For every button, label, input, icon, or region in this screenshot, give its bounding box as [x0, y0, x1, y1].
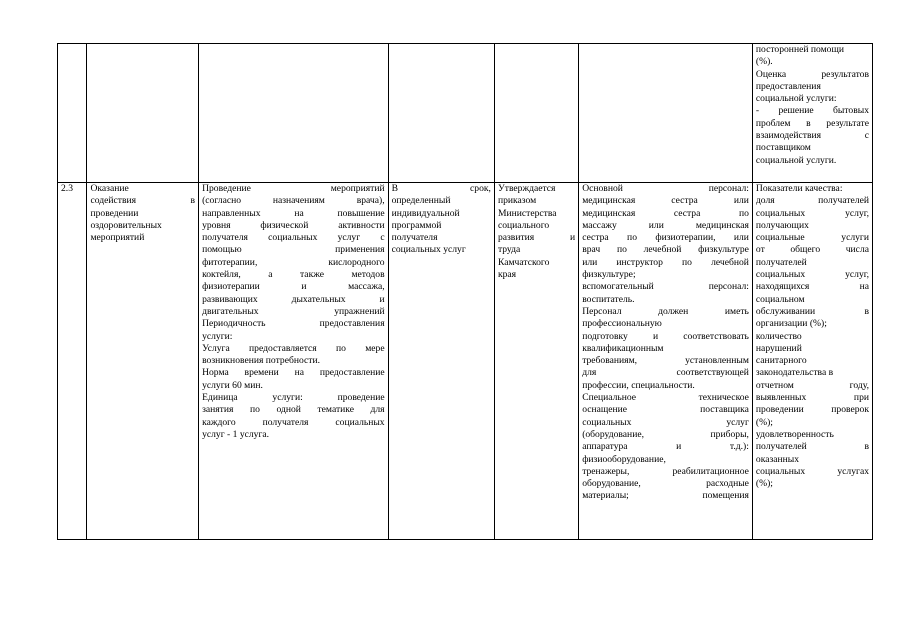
- cell-service-name: [87, 183, 199, 540]
- text-line: оборудование, расходные: [582, 478, 749, 490]
- text-line: организации (%);: [755, 318, 827, 330]
- text-line: подготовку и соответствовать: [582, 330, 749, 342]
- text-line: Камчатского: [497, 256, 550, 268]
- text-line: социальных услуг: [582, 416, 749, 428]
- text-line: определенный: [391, 195, 451, 207]
- text-line: - решение бытовых: [755, 105, 869, 117]
- cell-conditions: [579, 183, 753, 540]
- text-line: социальных услуг: [391, 244, 466, 256]
- text-line: (оборудование, приборы,: [582, 428, 749, 440]
- text-line: физкультуре;: [582, 269, 636, 281]
- text-line: находящихся на: [755, 281, 869, 293]
- text-line: проведении проверок: [755, 404, 869, 416]
- text-line: направленных на повышение: [202, 207, 385, 219]
- text-line: Оценка результатов: [755, 68, 869, 80]
- text-line: физиотерапии и массажа,: [202, 281, 385, 293]
- text-line: социальных услугах: [755, 465, 869, 477]
- text-line: приказом: [497, 195, 537, 207]
- text-line: занятия по одной тематике для: [202, 404, 385, 416]
- text-line: медицинская сестра или: [582, 195, 749, 207]
- text-line: Специальное техническое: [582, 392, 749, 404]
- text-line: массажу или медицинская: [582, 219, 749, 231]
- text-line: Единица услуги: проведение: [202, 392, 385, 404]
- cell-service-description: [199, 183, 389, 540]
- text-line: Периодичность предоставления: [202, 318, 385, 330]
- text-line: каждого получателя социальных: [202, 416, 385, 428]
- text-line: оснащение поставщика: [582, 404, 749, 416]
- text-line: получателей в: [755, 441, 869, 453]
- cell-quality-evaluation: [752, 44, 872, 183]
- text-line: количество: [755, 330, 802, 342]
- text-line: Норма времени на предоставление: [202, 367, 385, 379]
- text-line: услуги:: [202, 330, 233, 342]
- cell-service-term: [388, 183, 494, 540]
- text-line: поставщиком: [755, 142, 811, 154]
- text-line: социальной услуги:: [755, 93, 837, 105]
- text-line: тренажеры, реабилитационное: [582, 465, 749, 477]
- text-line: коктейля, а также методов: [202, 269, 385, 281]
- text-line: получающих: [755, 219, 809, 231]
- cell-empty: [58, 44, 87, 183]
- cell-empty: [199, 44, 389, 183]
- text-line: Показатели качества:: [755, 183, 843, 194]
- text-line: профессиональную: [582, 318, 662, 330]
- text-line: выявленных при: [755, 392, 869, 404]
- text-line: (%);: [755, 478, 773, 490]
- cell-empty: [87, 44, 199, 183]
- text-line: профессии, специальности.: [582, 379, 695, 391]
- text-line: Министерства: [497, 207, 557, 219]
- text-line: нарушений: [755, 342, 802, 354]
- text-line: оказанных: [755, 453, 800, 465]
- text-line: социальных услуг,: [755, 269, 869, 281]
- text-line: содействия в: [90, 195, 196, 207]
- text-line: края: [497, 269, 517, 281]
- text-line: социального: [497, 219, 550, 231]
- text-line: индивидуальной: [391, 207, 460, 219]
- cell-quality-indicators: [752, 183, 872, 540]
- text-line: или инструктор по лечебной: [582, 256, 749, 268]
- text-line: воспитатель.: [582, 293, 635, 305]
- text-line: санитарного: [755, 355, 807, 367]
- table-row-2-3: [58, 183, 873, 540]
- text-line: проведении: [90, 207, 139, 219]
- text-line: услуги 60 мин.: [202, 379, 263, 391]
- text-line: Оказание: [90, 183, 129, 194]
- text-line: физиооборудование,: [582, 453, 666, 465]
- text-line: уровня физической активности: [202, 219, 385, 231]
- text-line: Утверждается: [497, 183, 556, 194]
- text-line: услуг - 1 услуга.: [202, 428, 270, 440]
- text-line: предоставления: [755, 80, 821, 92]
- text-line: медицинская сестра по: [582, 207, 749, 219]
- text-line: материалы; помещения: [582, 490, 749, 502]
- cell-approval: [494, 183, 578, 540]
- text-line: сестра по физиотерапии, или: [582, 232, 749, 244]
- text-line: В срок,: [391, 183, 491, 194]
- text-line: помощью применения: [202, 244, 385, 256]
- text-line: развития и: [497, 232, 576, 244]
- text-line: социальных услуг,: [755, 207, 869, 219]
- text-line: труда: [497, 244, 521, 256]
- text-line: Персонал должен иметь: [582, 305, 749, 317]
- text-line: Услуга предоставляется по мере: [202, 342, 385, 354]
- text-line: социальном: [755, 293, 805, 305]
- text-line: взаимодействия с: [755, 130, 869, 142]
- text-line: социальные услуги: [755, 232, 869, 244]
- text-line: врач по лечебной физкультуре: [582, 244, 749, 256]
- text-line: от общего числа: [755, 244, 869, 256]
- text-line: для соответствующей: [582, 367, 749, 379]
- text-line: удовлетворенность: [755, 428, 834, 440]
- text-line: Проведение мероприятий: [202, 183, 385, 194]
- text-line: получателя социальных услуг с: [202, 232, 385, 244]
- text-line: посторонней помощи: [755, 44, 845, 55]
- table-row-continuation: [58, 44, 873, 183]
- text-line: мероприятий: [90, 232, 145, 244]
- text-line: законодательства в: [755, 367, 834, 379]
- text-line: получателя: [391, 232, 438, 244]
- cell-number: [58, 183, 87, 540]
- text-line: доля получателей: [755, 195, 869, 207]
- cell-empty: [388, 44, 494, 183]
- cell-empty: [579, 44, 753, 183]
- text-line: программой: [391, 219, 442, 231]
- text-line: фитотерапии, кислородного: [202, 256, 385, 268]
- text-line: проблем в результате: [755, 117, 869, 129]
- text-line: оздоровительных: [90, 219, 162, 231]
- text-line: аппаратура и т.д.):: [582, 441, 749, 453]
- services-table: [57, 43, 873, 540]
- row-number: 2.3: [61, 183, 73, 194]
- text-line: обслуживании в: [755, 305, 869, 317]
- text-line: возникновения потребности.: [202, 355, 321, 367]
- text-line: (%);: [755, 416, 773, 428]
- text-line: квалификационным: [582, 342, 664, 354]
- cell-empty: [494, 44, 578, 183]
- text-line: получателей: [755, 256, 807, 268]
- text-line: (%).: [755, 56, 773, 68]
- text-line: вспомогательный персонал:: [582, 281, 749, 293]
- text-line: социальной услуги.: [755, 154, 837, 166]
- text-line: Основной персонал:: [582, 183, 749, 194]
- text-line: требованиям, установленным: [582, 355, 749, 367]
- text-line: (согласно назначениям врача),: [202, 195, 385, 207]
- text-line: отчетном году,: [755, 379, 869, 391]
- text-line: развивающих дыхательных и: [202, 293, 385, 305]
- text-line: двигательных упражнений: [202, 305, 385, 317]
